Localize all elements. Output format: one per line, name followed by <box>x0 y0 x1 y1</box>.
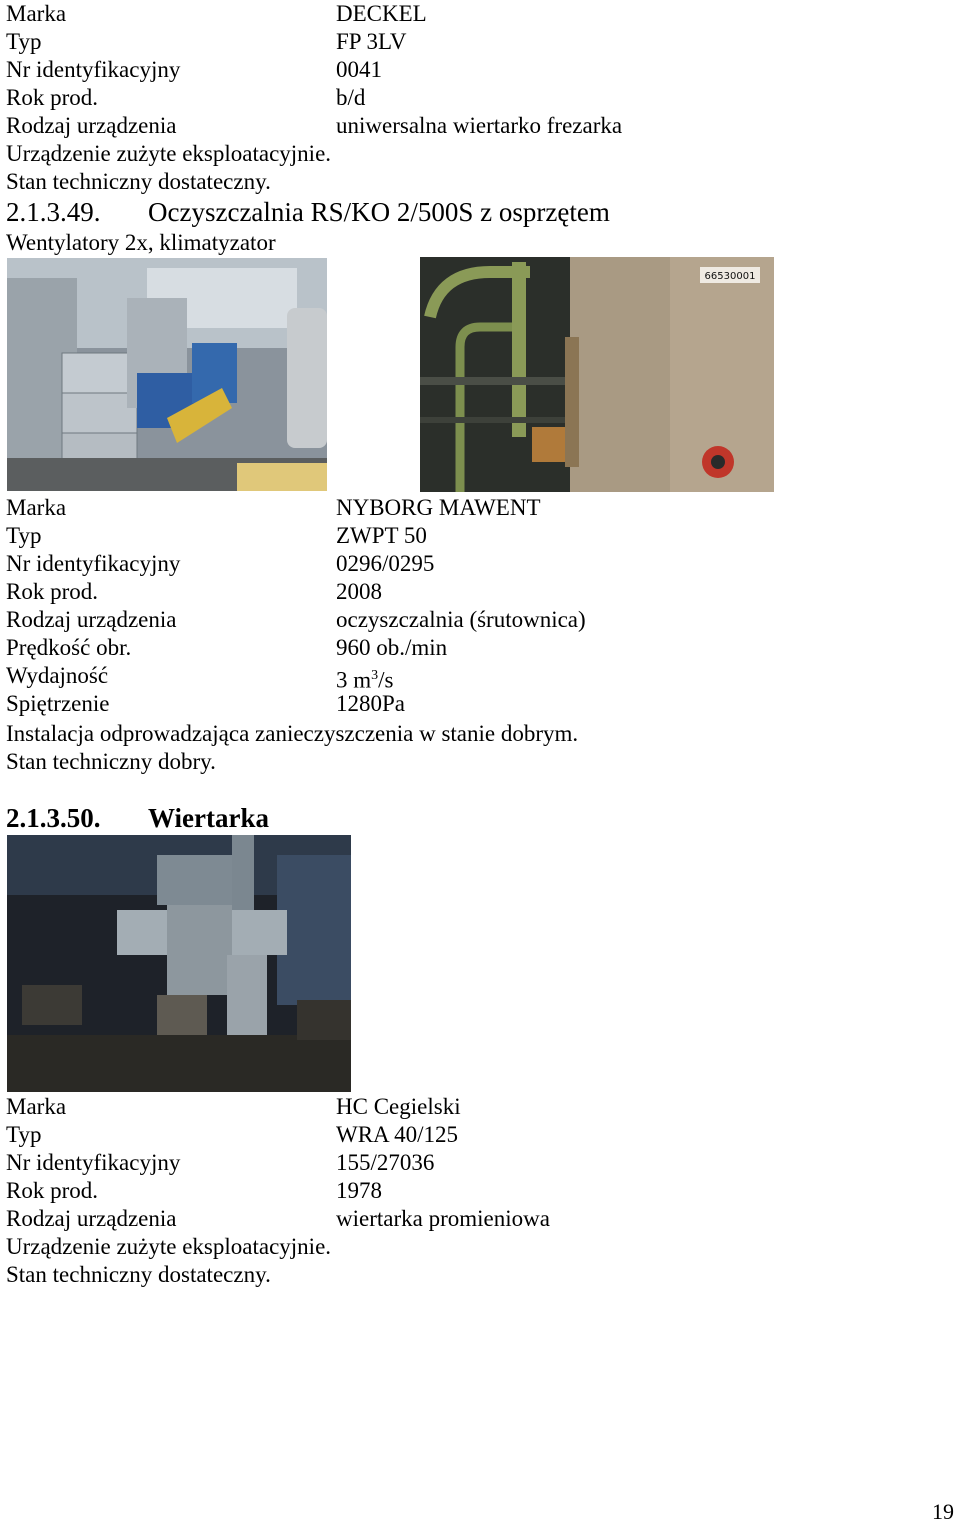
photo-machine-interior <box>420 257 774 492</box>
spec-value: oczyszczalnia (śrutownica) <box>336 607 586 632</box>
spec-value: 155/27036 <box>336 1150 435 1175</box>
spec-row <box>6 1149 435 1177</box>
spec-label: Marka <box>6 495 67 520</box>
spec-label: Marka <box>6 1 67 26</box>
spec-value: DECKEL <box>336 1 427 26</box>
spec-label: Rok prod. <box>6 85 98 110</box>
spec-value: uniwersalna wiertarko frezarka <box>336 113 623 138</box>
spec-row <box>6 662 394 693</box>
spec-label: Nr identyfikacyjny <box>6 1150 181 1175</box>
spec-row <box>6 634 448 662</box>
spec-value: 960 ob./min <box>336 635 448 660</box>
spec-row <box>6 690 405 718</box>
note-text: Stan techniczny dostateczny. <box>6 1262 271 1287</box>
spec-value: HC Cegielski <box>336 1094 461 1119</box>
spec-label: Typ <box>6 1122 42 1147</box>
section-heading <box>6 802 269 834</box>
spec-row <box>6 1205 550 1233</box>
spec-value: WRA 40/125 <box>336 1122 459 1147</box>
spec-value: 1280Pa <box>336 691 405 716</box>
section-number: 2.1.3.50. <box>6 803 101 833</box>
spec-row <box>6 522 427 550</box>
spec-row <box>6 1093 461 1121</box>
note-text: Urządzenie zużyte eksploatacyjnie. <box>6 1234 332 1259</box>
page-number: 19 <box>932 1499 954 1524</box>
spec-label: Wydajność <box>6 663 109 688</box>
spec-value-prefix: 3 m <box>336 667 372 693</box>
spec-label: Typ <box>6 29 42 54</box>
note-text: Urządzenie zużyte eksploatacyjnie. <box>6 141 332 166</box>
spec-row <box>6 578 382 606</box>
spec-row <box>6 0 427 28</box>
spec-label: Spiętrzenie <box>6 691 110 716</box>
spec-row <box>6 1177 382 1205</box>
spec-label: Prędkość obr. <box>6 635 132 660</box>
spec-value: NYBORG MAWENT <box>336 495 541 520</box>
spec-value-exponent: 3 <box>371 668 379 683</box>
spec-row <box>6 112 623 140</box>
section-title: Oczyszczalnia RS/KO 2/500S z osprzętem <box>148 197 610 227</box>
spec-label: Rodzaj urządzenia <box>6 607 177 632</box>
spec-row <box>6 56 382 84</box>
spec-row <box>6 550 435 578</box>
note-text: Stan techniczny dostateczny. <box>6 169 271 194</box>
spec-label: Marka <box>6 1094 67 1119</box>
spec-value: 0041 <box>336 57 382 82</box>
spec-value: 0296/0295 <box>336 551 435 576</box>
spec-row <box>6 28 407 56</box>
spec-value: ZWPT 50 <box>336 523 427 548</box>
spec-value: 2008 <box>336 579 382 604</box>
photo-radial-drill <box>7 835 351 1092</box>
spec-label: Nr identyfikacyjny <box>6 551 181 576</box>
spec-label: Rok prod. <box>6 579 98 604</box>
spec-value: 1978 <box>336 1178 382 1203</box>
spec-value: b/d <box>336 85 366 110</box>
spec-label: Rodzaj urządzenia <box>6 1206 177 1231</box>
spec-label: Rok prod. <box>6 1178 98 1203</box>
spec-value: wiertarka promieniowa <box>336 1206 550 1231</box>
spec-row <box>6 84 366 112</box>
spec-row <box>6 494 541 522</box>
section-number: 2.1.3.49. <box>6 197 101 227</box>
spec-row <box>6 1121 459 1149</box>
note-text: Stan techniczny dobry. <box>6 749 216 774</box>
photo-blasting-room <box>7 258 327 491</box>
section-title: Wiertarka <box>148 803 269 833</box>
spec-label: Typ <box>6 523 42 548</box>
section-subtitle: Wentylatory 2x, klimatyzator <box>6 230 276 255</box>
spec-label: Nr identyfikacyjny <box>6 57 181 82</box>
spec-value: FP 3LV <box>336 29 407 54</box>
asset-tag-label: 66530001 <box>704 271 756 282</box>
section-heading <box>6 196 610 228</box>
note-text: Instalacja odprowadzająca zanieczyszczenia w stanie dobrym. <box>6 721 579 746</box>
spec-value-suffix: /s <box>378 667 394 693</box>
spec-label: Rodzaj urządzenia <box>6 113 177 138</box>
spec-row <box>6 606 586 634</box>
